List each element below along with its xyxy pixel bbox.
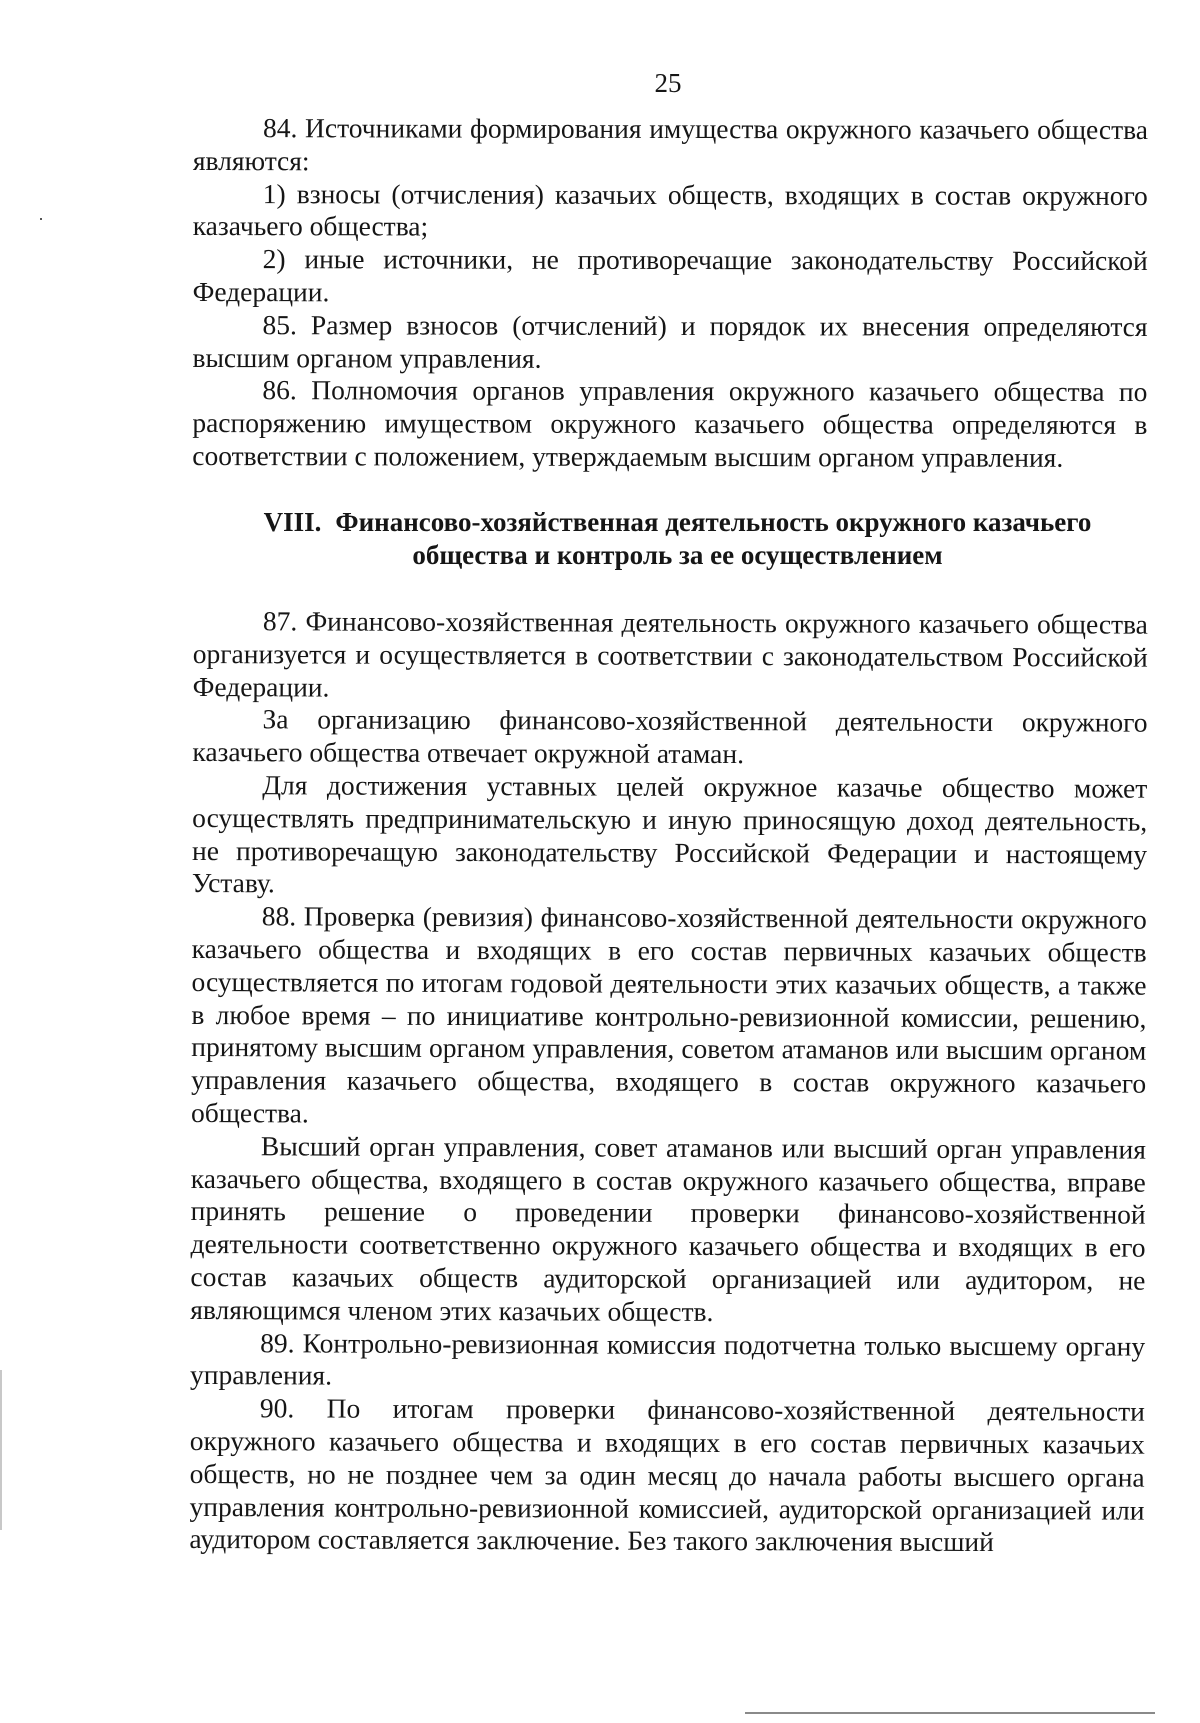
scan-speck <box>40 218 42 220</box>
page-number: 25 <box>654 68 682 98</box>
paragraph-88: 88. Проверка (ревизия) финансово-хозяйственной деятельности окружного казачьего общества и входящих в его состав первичных казачьих обществ осуществляется по итогам годовой деятельности этих казачьих обществ, а также в любое время – по инициативе контрольно-ревизионной комиссии, решению, принятому высшим органом управления, советом атаманов или высшим органом управления казачьего общества, входящего в состав окружного казачьего общества. <box>190 900 1147 1129</box>
scan-edge-mark <box>0 1370 2 1530</box>
paragraph-87-business-activity: Для достижения уставных целей окружное казачье общество может осуществлять предпринимательскую и иную приносящую доход деятельность, не противоречащую законодательству Российской Федерации и настоящему Уставу. <box>191 769 1148 899</box>
paragraph-84-item-1: 1) взносы (отчисления) казачьих обществ, входящих в состав окружного казачьего общества; <box>192 177 1148 242</box>
bottom-rule <box>745 1712 1155 1714</box>
paragraph-84: 84. Источниками формирования имущества окружного казачьего общества являются: <box>192 112 1148 177</box>
section-heading <box>200 506 1155 572</box>
section-title-part-1: Финансово-хозяйственная деятельность окружного казачьего <box>335 507 1092 537</box>
paragraph-89: 89. Контрольно-ревизионная комиссия подотчетна только высшему органу управления. <box>189 1326 1146 1391</box>
paragraph-86: 86. Полномочия органов управления окружного казачьего общества по распоряжению имуществом окружного казачьего общества определяются в соответствии с положением, утверждаемым высшим органом управления. <box>192 374 1148 473</box>
paragraph-85: 85. Размер взносов (отчислений) и порядок их внесения определяются высшим органом управления. <box>192 308 1148 374</box>
paragraph-90: 90. По итогам проверки финансово-хозяйственной деятельности окружного казачьего общества и входящих в его состав первичных казачьих обществ, но не позднее чем за один месяц до начала работы высшего органа управления контрольно-ревизионной комиссией, аудиторской организацией или аудитором составляется заключение. Без такого заключения высший <box>189 1392 1145 1558</box>
text-block-property-sources <box>192 112 1148 475</box>
section-heading-line-2: общества и контроль за ее осуществлением <box>412 540 943 570</box>
paragraph-87: 87. Финансово-хозяйственная деятельность окружного казачьего общества организуется и осуществляется в соответствии с законодательством Российской Федерации. <box>192 605 1148 703</box>
section-number: VIII. <box>263 507 322 537</box>
paragraph-88-audit: Высший орган управления, совет атаманов или высший орган управления казачьего общества, входящего в состав окружного казачьего общества, вправе принять решение о проведении проверки финансово-хозяйственной деятельности соответственно окружного казачьего общества и входящих в его состав казачьих обществ аудиторской организацией или аудитором, не являющимся членом этих казачьих обществ. <box>190 1130 1146 1327</box>
text-block-financial-activity <box>189 605 1148 1560</box>
paragraph-87-responsibility: За организацию финансово-хозяйственной деятельности окружного казачьего общества отвечает окружной атаман. <box>192 703 1148 770</box>
paragraph-84-item-2: 2) иные источники, не противоречащие законодательству Российской Федерации. <box>192 243 1148 308</box>
section-heading-line-1 <box>200 506 1155 539</box>
